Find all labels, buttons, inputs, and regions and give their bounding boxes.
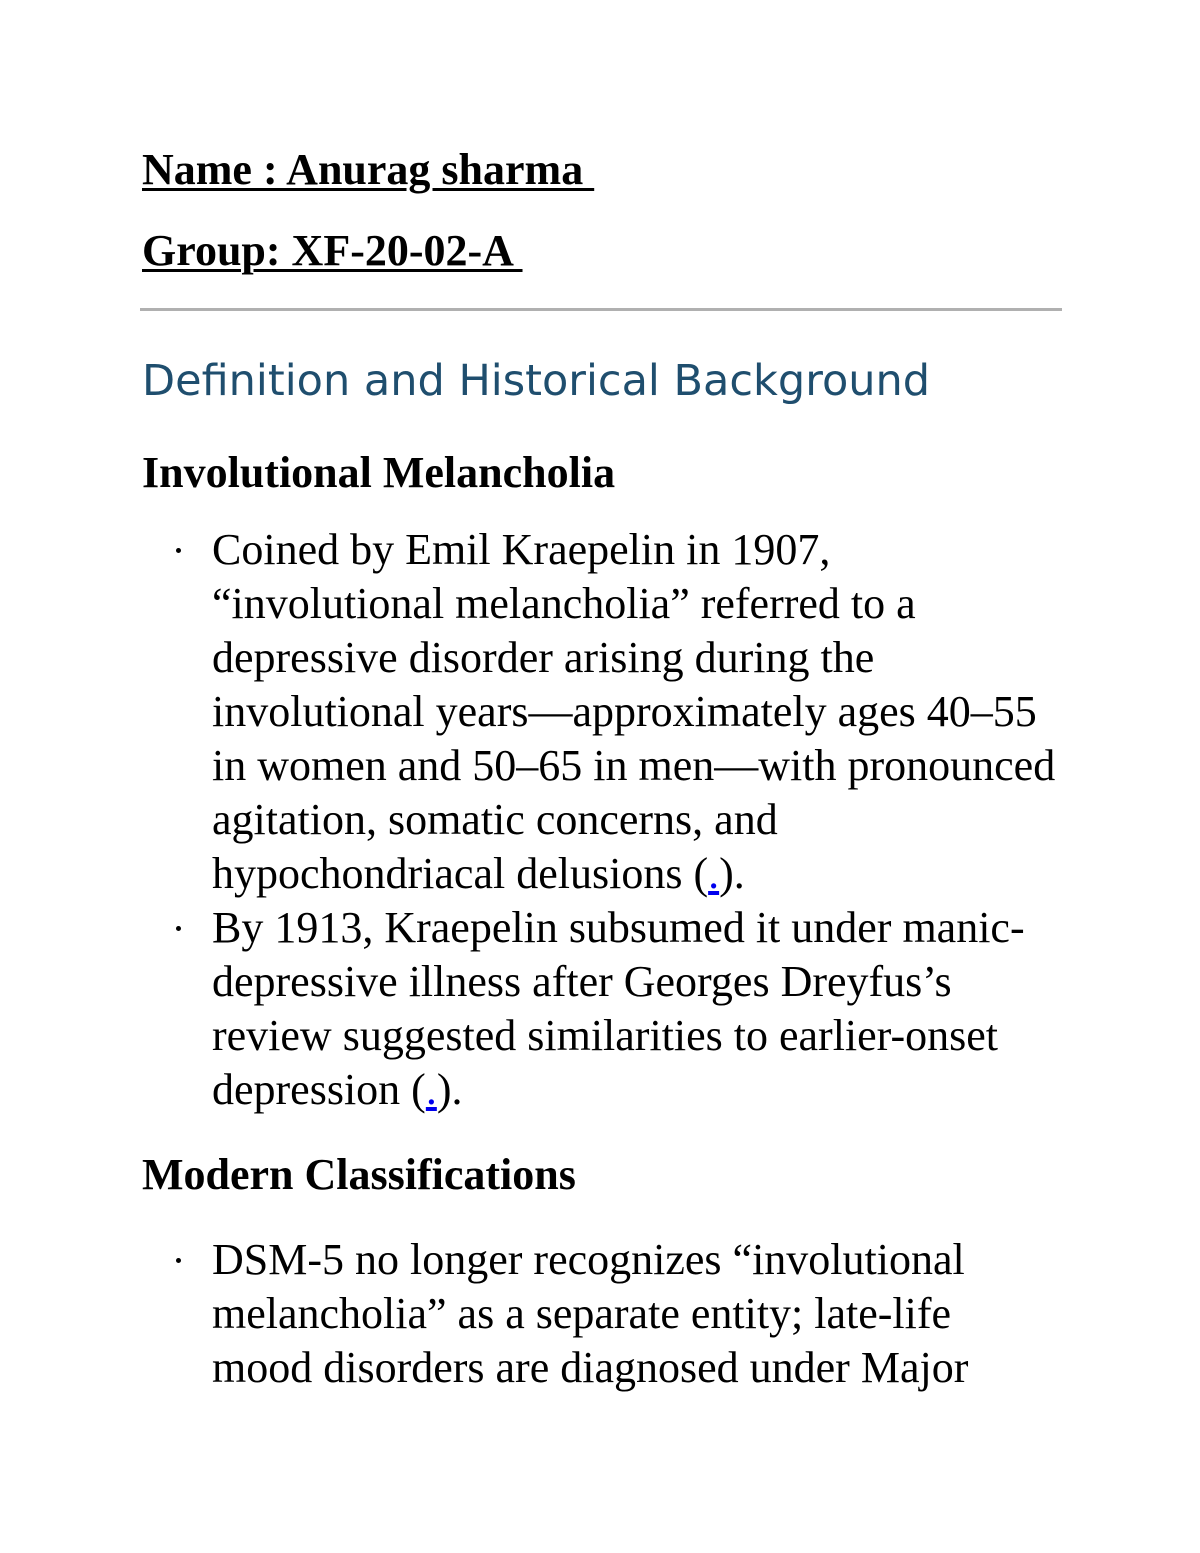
- modern-bullet-list: [142, 1233, 1060, 1395]
- horizontal-divider: [140, 308, 1062, 311]
- subheading-involutional-melancholia: Involutional Melancholia: [142, 448, 616, 497]
- bullet-text-end: ).: [719, 849, 745, 898]
- bullet-icon: [176, 926, 181, 931]
- document-page: [142, 140, 1060, 1395]
- bullet-text: By 1913, Kraepelin subsumed it under manic-depressive illness after Georges Dreyfus’s review suggested similarities to earlier-onset depression (: [212, 903, 1025, 1114]
- student-group: Group: XF-20-02-A: [142, 226, 523, 275]
- subheading-modern-classifications: Modern Classifications: [142, 1150, 576, 1199]
- involutional-bullet-list: [142, 523, 1060, 1117]
- citation-link[interactable]: .: [708, 849, 720, 898]
- list-item: [142, 1233, 1060, 1395]
- bullet-text-end: ).: [436, 1065, 463, 1114]
- citation-link[interactable]: .: [425, 1065, 437, 1114]
- list-item: [142, 523, 1060, 901]
- list-item: [142, 901, 1060, 1117]
- section-title: Definition and Historical Background: [142, 356, 931, 406]
- bullet-text: DSM-5 no longer recognizes “involutional melancholia” as a separate entity; late-life mood disorders are diagnosed under Major: [212, 1235, 969, 1392]
- student-name: Name : Anurag sharma: [142, 145, 595, 194]
- bullet-icon: [176, 1258, 181, 1263]
- bullet-text: Coined by Emil Kraepelin in 1907, “involutional melancholia” referred to a depressive disorder arising during the involutional years—approximately ages 40–55 in women and 50–65 in men—with pronounced agitation, somatic concerns, and hypochondriacal delusions (: [212, 525, 1056, 898]
- bullet-icon: [176, 548, 181, 553]
